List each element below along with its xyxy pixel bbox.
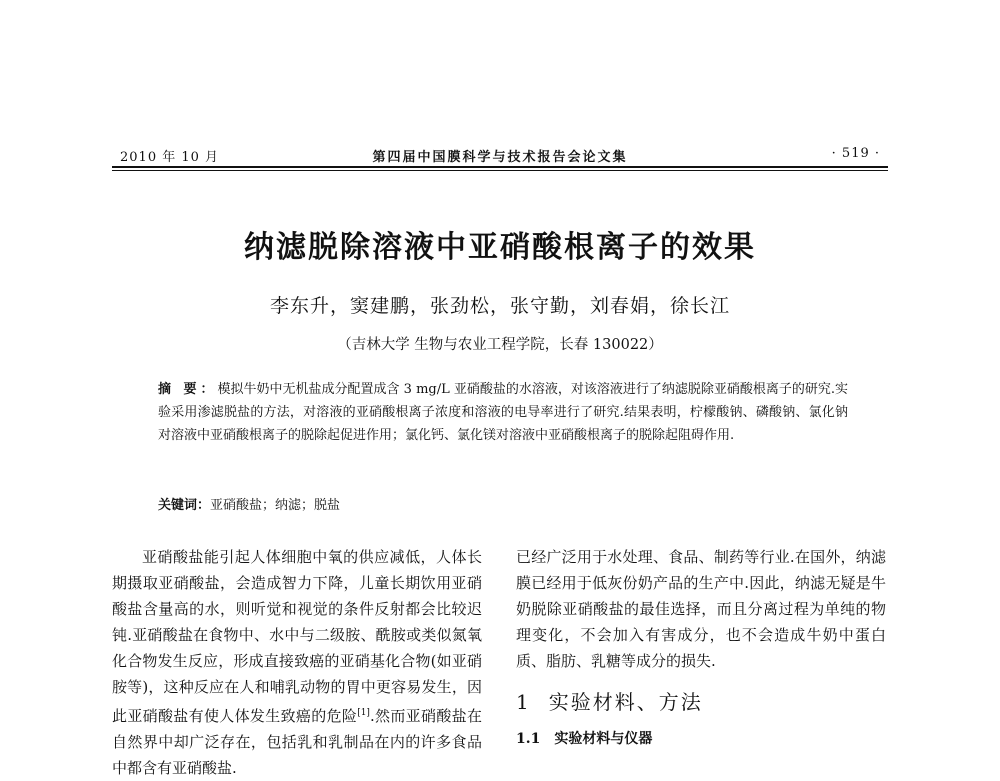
- keywords: [158, 494, 848, 517]
- abstract-label: 摘 要：: [158, 382, 218, 397]
- body-column-left: [112, 544, 482, 781]
- section-heading-1: [516, 686, 721, 715]
- author-list: 李东升，窦建鹏，张劲松，张守勤，刘春娟，徐长江: [269, 295, 730, 317]
- header-rule-thick: [112, 166, 888, 168]
- subsection-title: 实验材料与仪器: [554, 731, 653, 747]
- running-header-date: 2010 年 10 月: [120, 150, 220, 165]
- abstract: [158, 378, 848, 447]
- subsection-heading-1-1: [516, 728, 666, 748]
- right-column-paragraph: 已经广泛用于水处理、食品、制药等行业.在国外，纳滤膜已经用于低灰份奶产品的生产中.因此，纳滤无疑是牛奶脱除亚硝酸盐的最佳选择，而且分离过程为单纯的物理变化，不会加入有害成分，也不会造成牛奶中蛋白质、脂肪、乳糖等成分的损失.: [516, 548, 886, 670]
- header-rule-thin: [112, 170, 888, 171]
- subsection-number: 1.1: [516, 731, 541, 747]
- abstract-text: 模拟牛奶中无机盐成分配置成含 3 mg/L 亚硝酸盐的水溶液，对该溶液进行了纳滤脱除亚硝酸根离子的研究.实验采用渗滤脱盐的方法，对溶液的亚硝酸根离子浓度和溶液的电导率进行了研究.结果表明，柠檬酸钠、磷酸钠、氯化钠对溶液中亚硝酸根离子的脱除起促进作用；氯化钙、氯化镁对溶液中亚硝酸根离子的脱除起阻碍作用.: [158, 382, 848, 443]
- section-title: 实验材料、方法: [548, 690, 703, 714]
- body-column-right: [516, 544, 886, 674]
- citation-ref: [1]: [357, 708, 370, 718]
- section-number: 1: [516, 690, 531, 714]
- affiliation: （吉林大学 生物与农业工程学院，长春 130022）: [337, 337, 663, 353]
- keywords-text: 亚硝酸盐；纳滤；脱盐: [210, 498, 341, 513]
- intro-paragraph: [112, 544, 482, 781]
- intro-text-continued: .然而亚硝酸盐在自然界中却广泛存在，包括乳和乳制品在内的许多食品中都含有亚硝酸盐.: [112, 707, 482, 777]
- running-header-proceedings: 第四届中国膜科学与技术报告会论文集: [372, 150, 628, 165]
- paper-title: 纳滤脱除溶液中亚硝酸根离子的效果: [244, 230, 756, 265]
- page-number: · 519 ·: [831, 146, 880, 161]
- keywords-label: 关键词：: [158, 498, 211, 513]
- intro-text: 亚硝酸盐能引起人体细胞中氧的供应减低，人体长期摄取亚硝酸盐，会造成智力下降，儿童长期饮用亚硝酸盐含量高的水，则听觉和视觉的条件反射都会比较迟钝.亚硝酸盐在食物中、水中与二级胺、酰胺或类似氮氧化合物发生反应，形成直接致癌的亚硝基化合物(如亚硝胺等)，这种反应在人和哺乳动物的胃中更容易发生，因此亚硝酸盐有使人体发生致癌的危险: [112, 548, 482, 725]
